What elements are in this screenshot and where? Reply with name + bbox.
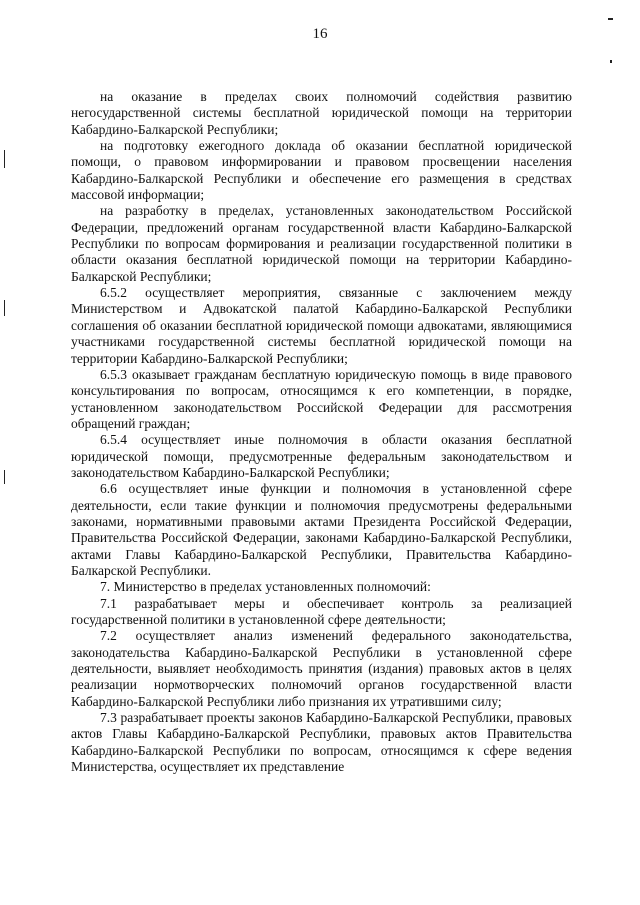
scan-mark: [4, 470, 5, 484]
scan-mark: [610, 60, 612, 63]
page-number: 16: [312, 26, 328, 42]
scan-mark: [4, 300, 5, 316]
paragraph: на разработку в пределах, установленных законодательством Российской Федерации, предложений органам государственной власти Кабардино-Балкарской Республики по вопросам формирования и реализации государственной политики в области оказания бесплатной юридической помощи на территории Кабардино-Балкарской Республики;: [71, 203, 572, 284]
paragraph: 6.5.3 оказывает гражданам бесплатную юридическую помощь в виде правового консультирования по вопросам, относящимся к его компетенции, в порядке, установленном законодательством Российской Федерации для рассмотрения обращений граждан;: [71, 366, 572, 431]
paragraph: 7.3 разрабатывает проекты законов Кабардино-Балкарской Республики, правовых актов Главы Кабардино-Балкарской Республики, правовых актов Правительства Кабардино-Балкарской Республики по вопросам, относящимся к сфере ведения Министерства, осуществляет их представление: [71, 710, 572, 775]
paragraph: на подготовку ежегодного доклада об оказании бесплатной юридической помощи, о правовом информировании и правовом просвещении населения Кабардино-Балкарской Республики и обеспечение его размещения в средствах массовой информации;: [71, 138, 572, 203]
paragraph: 7. Министерство в пределах установленных полномочий:: [100, 579, 431, 595]
document-body: [71, 89, 572, 775]
paragraph: 6.5.2 осуществляет мероприятия, связанные с заключением между Министерством и Адвокатской палатой Кабардино-Балкарской Республики соглашения об оказании бесплатной юридической помощи адвокатами, являющимися участниками государственной системы бесплатной юридической помощи на территории Кабардино-Балкарской Республики;: [71, 285, 572, 366]
paragraph: 6.5.4 осуществляет иные полномочия в области оказания бесплатной юридической помощи, предусмотренные федеральным законодательством и законодательством Кабардино-Балкарской Республики;: [71, 432, 572, 480]
paragraph: 7.1 разрабатывает меры и обеспечивает контроль за реализацией государственной политики в установленной сфере деятельности;: [71, 595, 572, 627]
scan-mark: [608, 18, 613, 20]
paragraph: 6.6 осуществляет иные функции и полномочия в установленной сфере деятельности, если такие функции и полномочия предусмотрены федеральными законами, нормативными правовыми актами Президента Российской Федерации, Правительства Российской Федерации, законами Кабардино-Балкарской Республики, актами Главы Кабардино-Балкарской Республики, Правительства Кабардино-Балкарской Республики.: [71, 481, 572, 578]
scan-mark: [4, 150, 5, 168]
paragraph: на оказание в пределах своих полномочий содействия развитию негосударственной системы бесплатной юридической помощи на территории Кабардино-Балкарской Республики;: [71, 89, 572, 137]
paragraph: 7.2 осуществляет анализ изменений федерального законодательства, законодательства Кабардино-Балкарской Республики в установленной сфере деятельности, выявляет необходимость принятия (издания) правовых актов в целях реализации нормотворческих полномочий органов государственной власти Кабардино-Балкарской Республики либо признания их утратившими силу;: [71, 628, 572, 709]
